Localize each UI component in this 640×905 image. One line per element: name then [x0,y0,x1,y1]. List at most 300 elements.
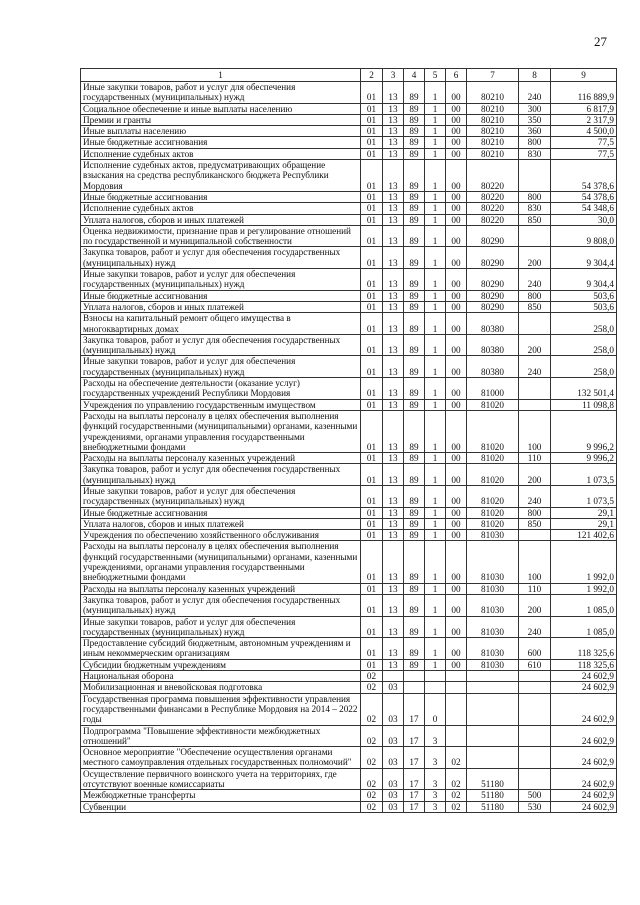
cell-type: 300 [519,103,551,114]
table-row [81,464,617,486]
cell-event: 00 [446,659,467,670]
cell-name: Закупка товаров, работ и услуг для обеспечения государственных (муниципальных) нужд [81,464,361,486]
cell-subprogram: 1 [425,214,446,225]
cell-program: 89 [404,214,425,225]
cell-section: 01 [361,583,383,594]
cell-name: Субсидии бюджетным учреждениям [81,659,361,670]
cell-subsection: 13 [383,464,404,486]
cell-type [519,530,551,541]
cell-event: 00 [446,594,467,616]
cell-subsection [383,671,404,682]
cell-subsection: 13 [383,453,404,464]
cell-subsection: 13 [383,290,404,301]
cell-target [467,671,519,682]
cell-event: 00 [446,334,467,356]
cell-subsection: 13 [383,203,404,214]
table-row [81,659,617,670]
cell-amount: 24 602,9 [551,747,617,769]
cell-section: 01 [361,356,383,378]
column-header-subprogram: 5 [425,69,446,82]
table-row [81,530,617,541]
cell-event: 00 [446,126,467,137]
cell-target: 81030 [467,530,519,541]
cell-amount: 77,5 [551,148,617,159]
cell-target: 81020 [467,485,519,507]
cell-section: 01 [361,541,383,583]
table-row [81,225,617,247]
cell-section: 01 [361,638,383,660]
cell-name: Исполнение судебных актов [81,148,361,159]
cell-section: 01 [361,247,383,269]
cell-section: 01 [361,290,383,301]
table-row [81,616,617,638]
cell-amount: 24 602,9 [551,768,617,790]
cell-subprogram: 1 [425,594,446,616]
cell-target: 51180 [467,768,519,790]
cell-program: 89 [404,114,425,125]
cell-program: 89 [404,541,425,583]
cell-type: 360 [519,126,551,137]
cell-target [467,725,519,747]
cell-type: 110 [519,453,551,464]
cell-subsection: 13 [383,410,404,452]
cell-type: 830 [519,148,551,159]
cell-type [519,160,551,192]
cell-event: 00 [446,225,467,247]
cell-amount: 116 889,9 [551,82,617,104]
cell-name: Закупка товаров, работ и услуг для обеспечения государственных (муниципальных) нужд [81,594,361,616]
cell-section: 02 [361,682,383,693]
cell-type [519,225,551,247]
table-row [81,148,617,159]
cell-subprogram: 1 [425,659,446,670]
cell-subsection: 13 [383,507,404,518]
cell-name: Предоставление субсидий бюджетным, автономным учреждениям и иным некоммерческим организациям [81,638,361,660]
cell-subsection: 13 [383,334,404,356]
cell-event: 00 [446,313,467,335]
cell-subprogram: 1 [425,410,446,452]
cell-amount: 29,1 [551,518,617,529]
cell-amount: 132 501,4 [551,378,617,400]
cell-subprogram: 1 [425,191,446,202]
cell-subprogram: 1 [425,290,446,301]
cell-event [446,725,467,747]
cell-name: Учреждения по управлению государственным имуществом [81,399,361,410]
cell-amount: 258,0 [551,356,617,378]
table-row [81,378,617,400]
cell-type: 240 [519,356,551,378]
cell-subprogram: 1 [425,399,446,410]
cell-subsection: 13 [383,594,404,616]
cell-subsection: 13 [383,518,404,529]
cell-target: 81020 [467,453,519,464]
cell-type: 200 [519,594,551,616]
cell-subprogram: 1 [425,103,446,114]
cell-amount: 9 996,2 [551,410,617,452]
cell-name: Иные закупки товаров, работ и услуг для обеспечения государственных (муниципальных) нужд [81,616,361,638]
cell-type: 200 [519,247,551,269]
cell-name: Расходы на выплаты персоналу в целях обеспечения выполнения функций государственными (муниципальными) органами, казенными учреждениями, органами управления государственными внебюджетными фондами [81,541,361,583]
cell-event: 00 [446,541,467,583]
cell-amount: 1 992,0 [551,583,617,594]
cell-event: 02 [446,801,467,812]
table-row [81,485,617,507]
table-row [81,747,617,769]
cell-program: 89 [404,103,425,114]
cell-name: Уплата налогов, сборов и иных платежей [81,301,361,312]
cell-event: 00 [446,518,467,529]
cell-type [519,725,551,747]
table-row [81,399,617,410]
cell-name: Расходы на выплаты персоналу казенных учреждений [81,583,361,594]
cell-section: 01 [361,530,383,541]
cell-amount: 24 602,9 [551,671,617,682]
table-row [81,160,617,192]
cell-type: 100 [519,541,551,583]
table-row [81,671,617,682]
cell-section: 01 [361,103,383,114]
cell-target: 80220 [467,191,519,202]
cell-subprogram [425,682,446,693]
table-row [81,638,617,660]
cell-event: 00 [446,399,467,410]
cell-amount: 1 085,0 [551,616,617,638]
table-row [81,410,617,452]
cell-program: 89 [404,148,425,159]
table-row [81,313,617,335]
cell-subsection: 13 [383,225,404,247]
cell-target: 80380 [467,356,519,378]
cell-subprogram: 1 [425,82,446,104]
cell-type: 240 [519,485,551,507]
cell-program: 89 [404,269,425,291]
cell-target [467,693,519,725]
cell-type: 100 [519,410,551,452]
cell-program: 89 [404,616,425,638]
cell-section: 01 [361,225,383,247]
cell-section: 01 [361,518,383,529]
cell-program: 89 [404,82,425,104]
cell-type: 600 [519,638,551,660]
cell-event [446,682,467,693]
cell-program: 89 [404,191,425,202]
cell-subprogram: 1 [425,313,446,335]
cell-target: 80220 [467,214,519,225]
cell-target: 81030 [467,638,519,660]
table-header-row [81,69,617,82]
cell-event: 00 [446,485,467,507]
column-header-program: 4 [404,69,425,82]
cell-program: 89 [404,464,425,486]
cell-amount: 24 602,9 [551,790,617,801]
column-header-name: 1 [81,69,361,82]
cell-name: Исполнение судебных актов [81,203,361,214]
cell-target: 81020 [467,410,519,452]
table-row [81,790,617,801]
cell-program: 17 [404,693,425,725]
cell-target: 80290 [467,269,519,291]
cell-program: 89 [404,530,425,541]
cell-target: 80210 [467,103,519,114]
cell-type: 110 [519,583,551,594]
cell-amount: 503,6 [551,290,617,301]
cell-name: Закупка товаров, работ и услуг для обеспечения государственных (муниципальных) нужд [81,247,361,269]
cell-type [519,682,551,693]
cell-event: 00 [446,247,467,269]
cell-subprogram: 1 [425,507,446,518]
cell-subsection: 13 [383,137,404,148]
cell-type: 500 [519,790,551,801]
cell-name: Иные закупки товаров, работ и услуг для обеспечения государственных (муниципальных) нужд [81,485,361,507]
cell-subsection: 13 [383,247,404,269]
table-row [81,137,617,148]
cell-name: Национальная оборона [81,671,361,682]
cell-program [404,671,425,682]
cell-amount: 2 317,9 [551,114,617,125]
cell-subprogram: 0 [425,693,446,725]
cell-subprogram: 1 [425,160,446,192]
cell-amount: 9 996,2 [551,453,617,464]
cell-amount: 24 602,9 [551,693,617,725]
cell-subsection: 13 [383,485,404,507]
cell-program: 17 [404,725,425,747]
column-header-target: 7 [467,69,519,82]
cell-event: 00 [446,378,467,400]
cell-name: Оценка недвижимости, признание прав и регулирование отношений по государственной и муниципальной собственности [81,225,361,247]
cell-amount: 118 325,6 [551,659,617,670]
cell-subprogram: 1 [425,616,446,638]
cell-event: 02 [446,790,467,801]
cell-section: 01 [361,410,383,452]
cell-program: 89 [404,453,425,464]
cell-subprogram: 1 [425,485,446,507]
cell-name: Иные бюджетные ассигнования [81,290,361,301]
cell-name: Осуществление первичного воинского учета на территориях, где отсутствуют военные комиссариаты [81,768,361,790]
cell-name: Иные выплаты населению [81,126,361,137]
cell-target: 80290 [467,301,519,312]
cell-section: 01 [361,313,383,335]
column-header-amount: 9 [551,69,617,82]
cell-program: 89 [404,638,425,660]
cell-section: 01 [361,378,383,400]
cell-subsection: 13 [383,103,404,114]
cell-type: 200 [519,334,551,356]
cell-subprogram: 1 [425,583,446,594]
cell-subprogram: 1 [425,378,446,400]
cell-amount: 54 378,6 [551,191,617,202]
cell-name: Взносы на капитальный ремонт общего имущества в многоквартирных домах [81,313,361,335]
cell-program: 89 [404,518,425,529]
cell-subsection: 03 [383,801,404,812]
cell-subsection: 13 [383,530,404,541]
cell-name: Межбюджетные трансферты [81,790,361,801]
cell-section: 01 [361,203,383,214]
cell-target: 81020 [467,518,519,529]
cell-amount: 258,0 [551,334,617,356]
cell-event: 00 [446,269,467,291]
cell-subprogram: 1 [425,541,446,583]
cell-type: 800 [519,137,551,148]
table-row [81,693,617,725]
cell-event: 02 [446,768,467,790]
cell-subsection: 03 [383,725,404,747]
cell-target: 81020 [467,507,519,518]
cell-amount: 29,1 [551,507,617,518]
cell-target: 80210 [467,148,519,159]
cell-section: 01 [361,616,383,638]
cell-subprogram: 1 [425,269,446,291]
cell-section: 01 [361,269,383,291]
cell-type: 610 [519,659,551,670]
cell-amount: 24 602,9 [551,682,617,693]
cell-section: 02 [361,790,383,801]
cell-subsection: 13 [383,541,404,583]
cell-section: 01 [361,214,383,225]
cell-subsection: 03 [383,790,404,801]
table-row [81,290,617,301]
cell-event: 00 [446,114,467,125]
cell-program: 89 [404,356,425,378]
cell-subsection: 03 [383,682,404,693]
cell-target: 81030 [467,659,519,670]
cell-event [446,671,467,682]
cell-event: 02 [446,747,467,769]
cell-amount: 11 098,8 [551,399,617,410]
cell-name: Расходы на выплаты персоналу казенных учреждений [81,453,361,464]
cell-subsection: 13 [383,583,404,594]
cell-amount: 1 085,0 [551,594,617,616]
cell-section: 01 [361,82,383,104]
cell-section: 01 [361,485,383,507]
cell-name: Исполнение судебных актов, предусматривающих обращение взыскания на средства республиканского бюджета Республики Мордовия [81,160,361,192]
table-row [81,103,617,114]
cell-event: 00 [446,148,467,159]
cell-type: 850 [519,301,551,312]
cell-name: Основное мероприятие "Обеспечение осуществления органами местного самоуправления отдельных государственных полномочий" [81,747,361,769]
cell-type: 800 [519,507,551,518]
cell-type [519,399,551,410]
cell-subprogram: 3 [425,790,446,801]
cell-type: 800 [519,191,551,202]
cell-program: 89 [404,334,425,356]
cell-section: 02 [361,671,383,682]
table-row [81,126,617,137]
cell-amount: 9 808,0 [551,225,617,247]
cell-target: 81020 [467,399,519,410]
table-row [81,82,617,104]
cell-event: 00 [446,616,467,638]
cell-type [519,768,551,790]
cell-target: 80380 [467,313,519,335]
cell-type: 800 [519,290,551,301]
cell-target: 80210 [467,114,519,125]
cell-event: 00 [446,290,467,301]
cell-subprogram: 1 [425,126,446,137]
cell-target [467,682,519,693]
cell-program: 89 [404,410,425,452]
cell-event [446,693,467,725]
cell-amount: 1 992,0 [551,541,617,583]
cell-section: 01 [361,301,383,312]
cell-subsection: 13 [383,126,404,137]
cell-name: Уплата налогов, сборов и иных платежей [81,518,361,529]
cell-type [519,747,551,769]
cell-section: 01 [361,594,383,616]
cell-program: 17 [404,790,425,801]
cell-section: 01 [361,507,383,518]
cell-event: 00 [446,191,467,202]
cell-subsection: 13 [383,616,404,638]
cell-subprogram: 1 [425,247,446,269]
cell-target: 80290 [467,247,519,269]
table-row [81,594,617,616]
cell-subprogram: 1 [425,225,446,247]
cell-type: 350 [519,114,551,125]
cell-event: 00 [446,356,467,378]
cell-target: 80210 [467,82,519,104]
cell-subprogram: 1 [425,530,446,541]
cell-target: 80380 [467,334,519,356]
cell-program: 89 [404,485,425,507]
cell-event: 00 [446,507,467,518]
cell-subprogram: 1 [425,638,446,660]
table-row [81,247,617,269]
cell-type: 240 [519,269,551,291]
cell-section: 02 [361,801,383,812]
cell-subsection: 03 [383,768,404,790]
cell-program: 89 [404,313,425,335]
cell-subsection: 13 [383,356,404,378]
cell-event: 00 [446,583,467,594]
cell-subprogram: 1 [425,464,446,486]
cell-subprogram: 1 [425,301,446,312]
cell-subsection: 13 [383,114,404,125]
cell-target: 51180 [467,801,519,812]
cell-subprogram: 1 [425,453,446,464]
cell-program: 17 [404,768,425,790]
column-header-subsection: 3 [383,69,404,82]
cell-event: 00 [446,214,467,225]
cell-name: Субвенции [81,801,361,812]
cell-section: 01 [361,464,383,486]
cell-target: 51180 [467,790,519,801]
cell-section: 01 [361,160,383,192]
cell-type: 850 [519,518,551,529]
cell-section: 01 [361,114,383,125]
cell-subprogram: 3 [425,725,446,747]
cell-subprogram: 3 [425,801,446,812]
cell-type [519,671,551,682]
cell-subsection: 13 [383,269,404,291]
cell-amount: 54 378,6 [551,160,617,192]
cell-subsection: 13 [383,301,404,312]
cell-name: Иные закупки товаров, работ и услуг для обеспечения государственных (муниципальных) нужд [81,82,361,104]
cell-name: Иные бюджетные ассигнования [81,507,361,518]
cell-program: 89 [404,659,425,670]
cell-section: 01 [361,137,383,148]
cell-program [404,682,425,693]
cell-subsection: 13 [383,399,404,410]
cell-subsection: 03 [383,747,404,769]
cell-amount: 4 500,0 [551,126,617,137]
cell-type: 850 [519,214,551,225]
cell-subprogram: 1 [425,148,446,159]
cell-name: Подпрограмма "Повышение эффективности межбюджетных отношений" [81,725,361,747]
cell-name: Иные бюджетные ассигнования [81,191,361,202]
cell-amount: 54 348,6 [551,203,617,214]
table-row [81,356,617,378]
cell-program: 89 [404,126,425,137]
